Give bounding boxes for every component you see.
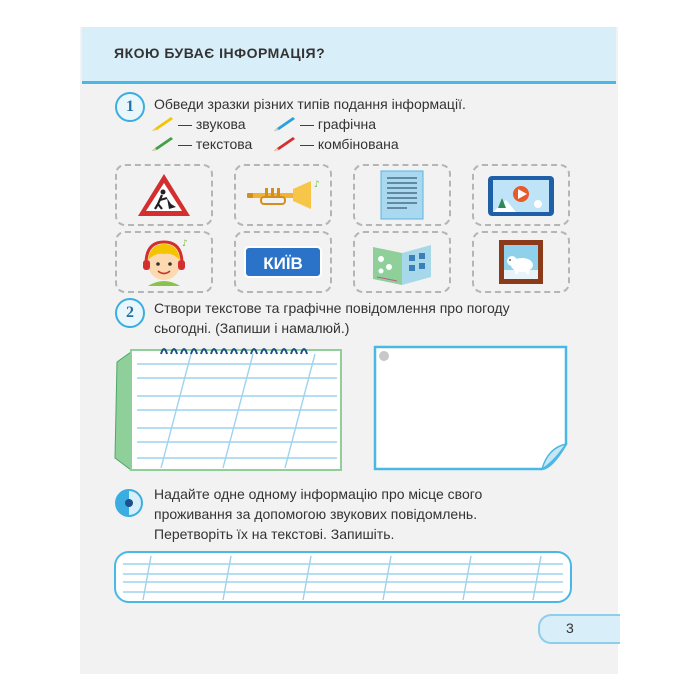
lesson-header [82, 27, 616, 84]
text-document-icon [377, 169, 427, 221]
card-text-document[interactable] [353, 164, 451, 226]
weather-drawing-sheet[interactable] [372, 344, 570, 472]
page-number: 3 [566, 620, 574, 636]
weather-text-notepad[interactable] [113, 340, 345, 474]
boy-headphones-icon [136, 234, 192, 290]
polar-bear-picture-icon [497, 238, 545, 286]
card-open-book[interactable] [353, 231, 451, 293]
task-3-answer-field[interactable] [113, 550, 573, 604]
legend-text-label: — текстова [178, 136, 253, 152]
city-name-sign-icon [243, 245, 323, 279]
yellow-pencil-icon [150, 115, 174, 133]
green-pencil-icon [150, 135, 174, 153]
video-tablet-icon [486, 172, 556, 218]
legend-combined-label: — комбінована [300, 136, 399, 152]
blue-pencil-icon [272, 115, 296, 133]
card-city-sign[interactable] [234, 231, 332, 293]
trumpet-icon [243, 175, 323, 215]
legend-combined [272, 135, 399, 153]
task-3-instruction-line3: Перетворіть їх на текстові. Запишіть. [154, 526, 395, 542]
lesson-title: ЯКОЮ БУВАЄ ІНФОРМАЦІЯ? [114, 45, 326, 61]
legend-graphic-label: — графічна [300, 116, 377, 132]
card-video-tablet[interactable] [472, 164, 570, 226]
svg-text:♪: ♪ [182, 239, 188, 249]
card-trumpet[interactable] [234, 164, 332, 226]
page-number-tab [538, 614, 620, 644]
legend-sound-label: — звукова [178, 116, 246, 132]
legend-text [150, 135, 252, 153]
pin-icon [379, 351, 389, 361]
legend-graphic [272, 115, 376, 133]
task-2-instruction-line1: Створи текстове та графічне повідомлення про погоду [154, 300, 510, 316]
open-book-icon [369, 237, 435, 287]
legend-sound [150, 115, 246, 133]
city-sign-label: КИЇВ [263, 254, 303, 273]
task-number-2: 2 [115, 298, 145, 328]
task-2-instruction-line2: сьогодні. (Запиши і намалюй.) [154, 320, 350, 336]
road-work-sign-icon [136, 171, 192, 219]
card-bear-picture[interactable] [472, 231, 570, 293]
task-1-instruction: Обведи зразки різних типів подання інформації. [154, 96, 466, 112]
task-3-instruction-line2: проживання за допомогою звукових повідомлень. [154, 506, 478, 522]
task-3-instruction-line1: Надайте одне одному інформацію про місце свого [154, 486, 483, 502]
svg-text:♪: ♪ [314, 180, 320, 190]
task-number-1: 1 [115, 92, 145, 122]
red-pencil-icon [272, 135, 296, 153]
group-work-icon [114, 488, 144, 518]
card-road-sign[interactable] [115, 164, 213, 226]
card-boy-headphones[interactable] [115, 231, 213, 293]
